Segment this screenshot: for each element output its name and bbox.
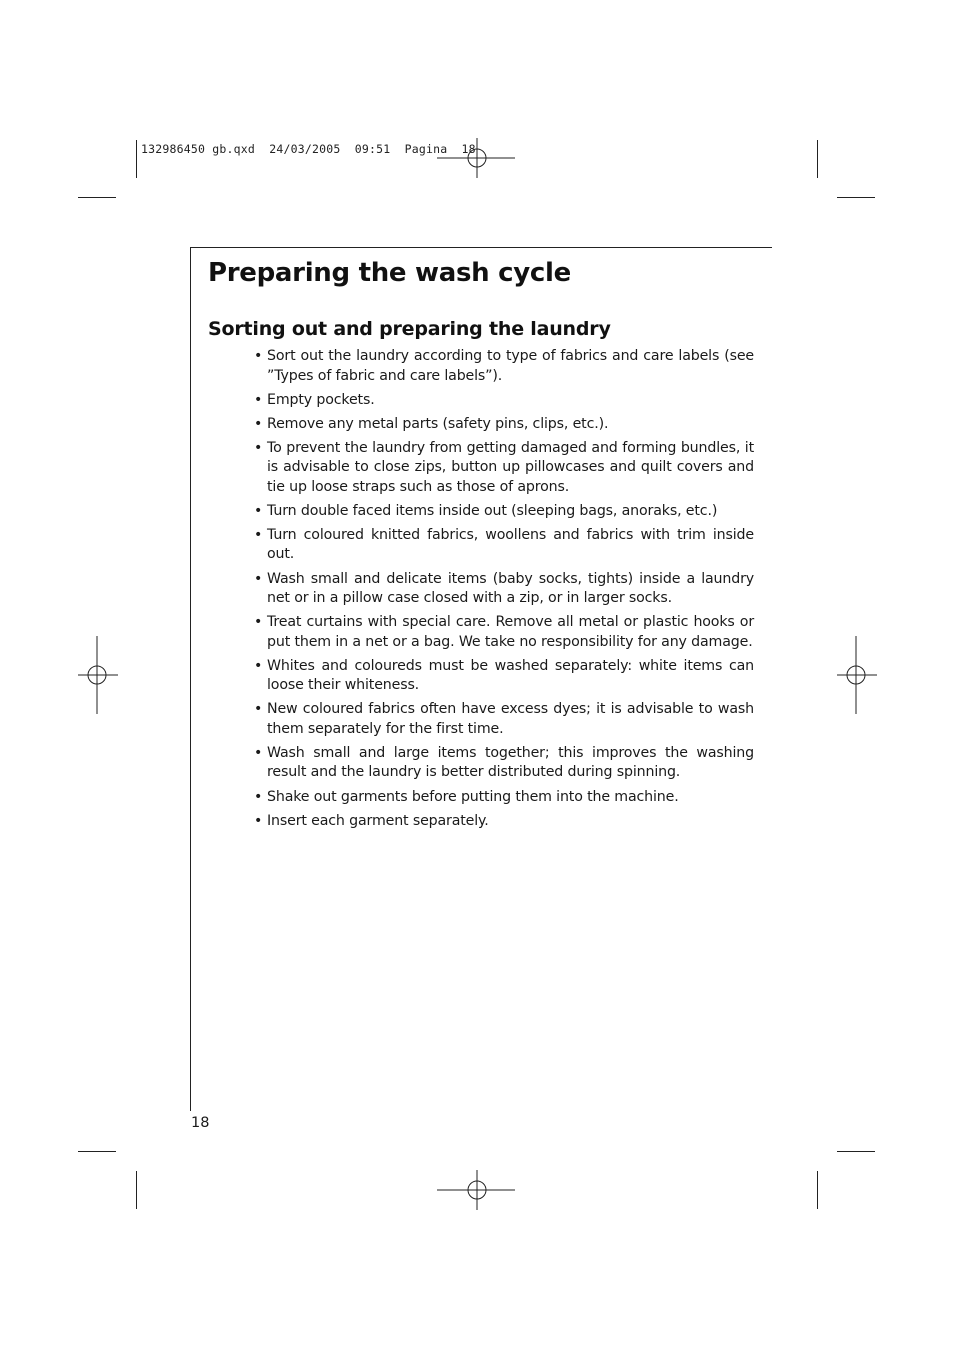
registration-mark-icon [837, 636, 877, 714]
registration-mark-icon [437, 1170, 517, 1210]
crop-mark [78, 1151, 116, 1152]
bullet-icon: • [254, 502, 263, 519]
bullet-icon: • [254, 348, 263, 364]
bullet-list [254, 347, 754, 836]
list-item: • Turn coloured knitted fabrics, woollens and fabrics with trim inside out. [254, 526, 754, 563]
page-title: Preparing the wash cycle [208, 258, 571, 288]
list-item: • Turn double faced items inside out (sleeping bags, anoraks, etc.) [254, 502, 754, 522]
section-heading: Sorting out and preparing the laundry [208, 318, 611, 340]
bullet-icon: • [254, 439, 263, 456]
crop-mark [837, 1151, 875, 1152]
crop-mark [817, 140, 818, 178]
crop-mark [837, 197, 875, 198]
bullet-icon: • [254, 657, 263, 674]
list-item: • Whites and coloureds must be washed separately: white items can loose their whiteness. [254, 657, 754, 694]
list-item: • Empty pockets. [254, 391, 754, 411]
page-frame-top-rule [190, 247, 772, 248]
bullet-icon: • [254, 614, 263, 631]
list-item: • New coloured fabrics often have excess dyes; it is advisable to wash them separately for the first time. [254, 701, 754, 737]
registration-mark-icon [78, 636, 118, 714]
list-item: • Treat curtains with special care. Remove all metal or plastic hooks or put them in a net or a bag. We take no responsibility for any damage. [254, 614, 754, 650]
bullet-icon: • [254, 415, 263, 432]
crop-mark [136, 140, 137, 178]
bullet-icon: • [254, 570, 263, 587]
bullet-icon: • [254, 788, 263, 805]
list-item: • Wash small and delicate items (baby socks, tights) inside a laundry net or in a pillow case closed with a zip, or in larger socks. [254, 570, 754, 607]
page-frame-left-rule [190, 247, 191, 1111]
list-item: • Shake out garments before putting them into the machine. [254, 788, 754, 808]
list-item: • Insert each garment separately. [254, 812, 754, 832]
list-item: • To prevent the laundry from getting damaged and forming bundles, it is advisable to close zips, button up pillowcases and quilt covers and tie up loose straps such as those of aprons. [254, 439, 754, 495]
list-item: • Wash small and large items together; this improves the washing result and the laundry is better distributed during spinning. [254, 744, 754, 781]
list-item: • Remove any metal parts (safety pins, clips, etc.). [254, 415, 754, 435]
bullet-icon: • [254, 812, 263, 829]
bullet-icon: • [254, 391, 263, 408]
crop-mark [78, 197, 116, 198]
print-slug: 132986450 gb.qxd 24/03/2005 09:51 Pagina 18 [141, 142, 476, 156]
list-item: • Sort out the laundry according to type of fabrics and care labels (see ”Types of fabric and care labels”). [254, 348, 754, 384]
bullet-icon: • [254, 701, 263, 718]
crop-mark [136, 1171, 137, 1209]
crop-mark [817, 1171, 818, 1209]
bullet-icon: • [254, 526, 263, 543]
page-number: 18 [191, 1115, 210, 1131]
bullet-icon: • [254, 744, 263, 761]
